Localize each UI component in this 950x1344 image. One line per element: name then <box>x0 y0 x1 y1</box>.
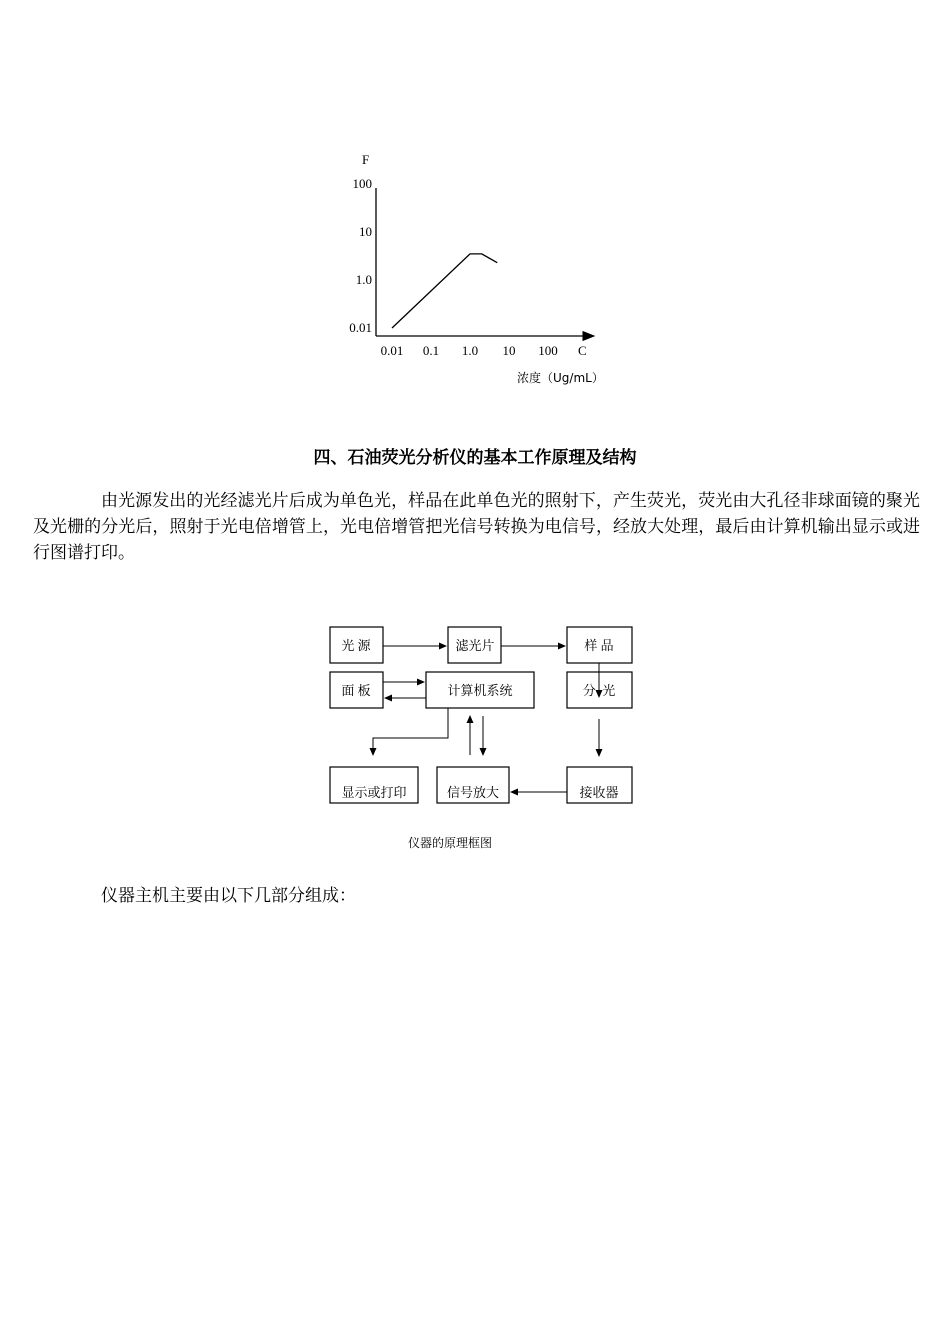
label-filter: 滤光片 <box>455 638 495 653</box>
y-tick-label: 10 <box>359 224 372 239</box>
label-sample: 样 品 <box>584 638 614 653</box>
section-heading: 四、石油荧光分析仪的基本工作原理及结构 <box>313 448 637 468</box>
arrow-computer-to-display <box>373 708 448 755</box>
label-light-source: 光 源 <box>341 638 371 653</box>
x-tick-label: 10 <box>502 343 516 358</box>
x-tick-label: 0.01 <box>380 343 404 358</box>
label-display: 显示或打印 <box>341 785 407 800</box>
x-tick-label: 100 <box>538 343 558 358</box>
x-tick-labels <box>381 343 558 358</box>
principle-block-diagram <box>320 618 650 858</box>
fluorescence-concentration-chart <box>300 140 630 400</box>
y-tick-label: 100 <box>352 176 372 191</box>
label-amplifier: 信号放大 <box>446 785 500 800</box>
label-receiver: 接收器 <box>579 785 619 800</box>
paragraph-principle: 由光源发出的光经滤光片后成为单色光，样品在此单色光的照射下，产生荧光，荧光由大孔径非球面镜的聚光及光栅的分光后，照射于光电倍增管上，光电倍增管把光信号转换为电信号，经放大处理，最后由计算机输出显示或进行图谱打印。 <box>33 491 920 563</box>
series-line <box>392 254 497 328</box>
label-splitter: 分 光 <box>582 683 616 698</box>
y-axis-label: F <box>362 152 370 167</box>
x-tick-label: 0.1 <box>422 343 440 358</box>
label-computer: 计算机系统 <box>447 683 513 698</box>
y-tick-labels <box>349 176 372 335</box>
y-tick-label: 0.01 <box>349 320 372 335</box>
diagram-caption: 仪器的原理框图 <box>407 836 493 850</box>
x-axis-label: 浓度（Ug/mL） <box>517 371 604 385</box>
x-tick-label: 1.0 <box>461 343 479 358</box>
x-axis-symbol: C <box>578 343 587 358</box>
paragraph-components: 仪器主机主要由以下几部分组成： <box>101 886 356 906</box>
label-panel: 面 板 <box>341 683 371 698</box>
y-tick-label: 1.0 <box>355 272 372 287</box>
